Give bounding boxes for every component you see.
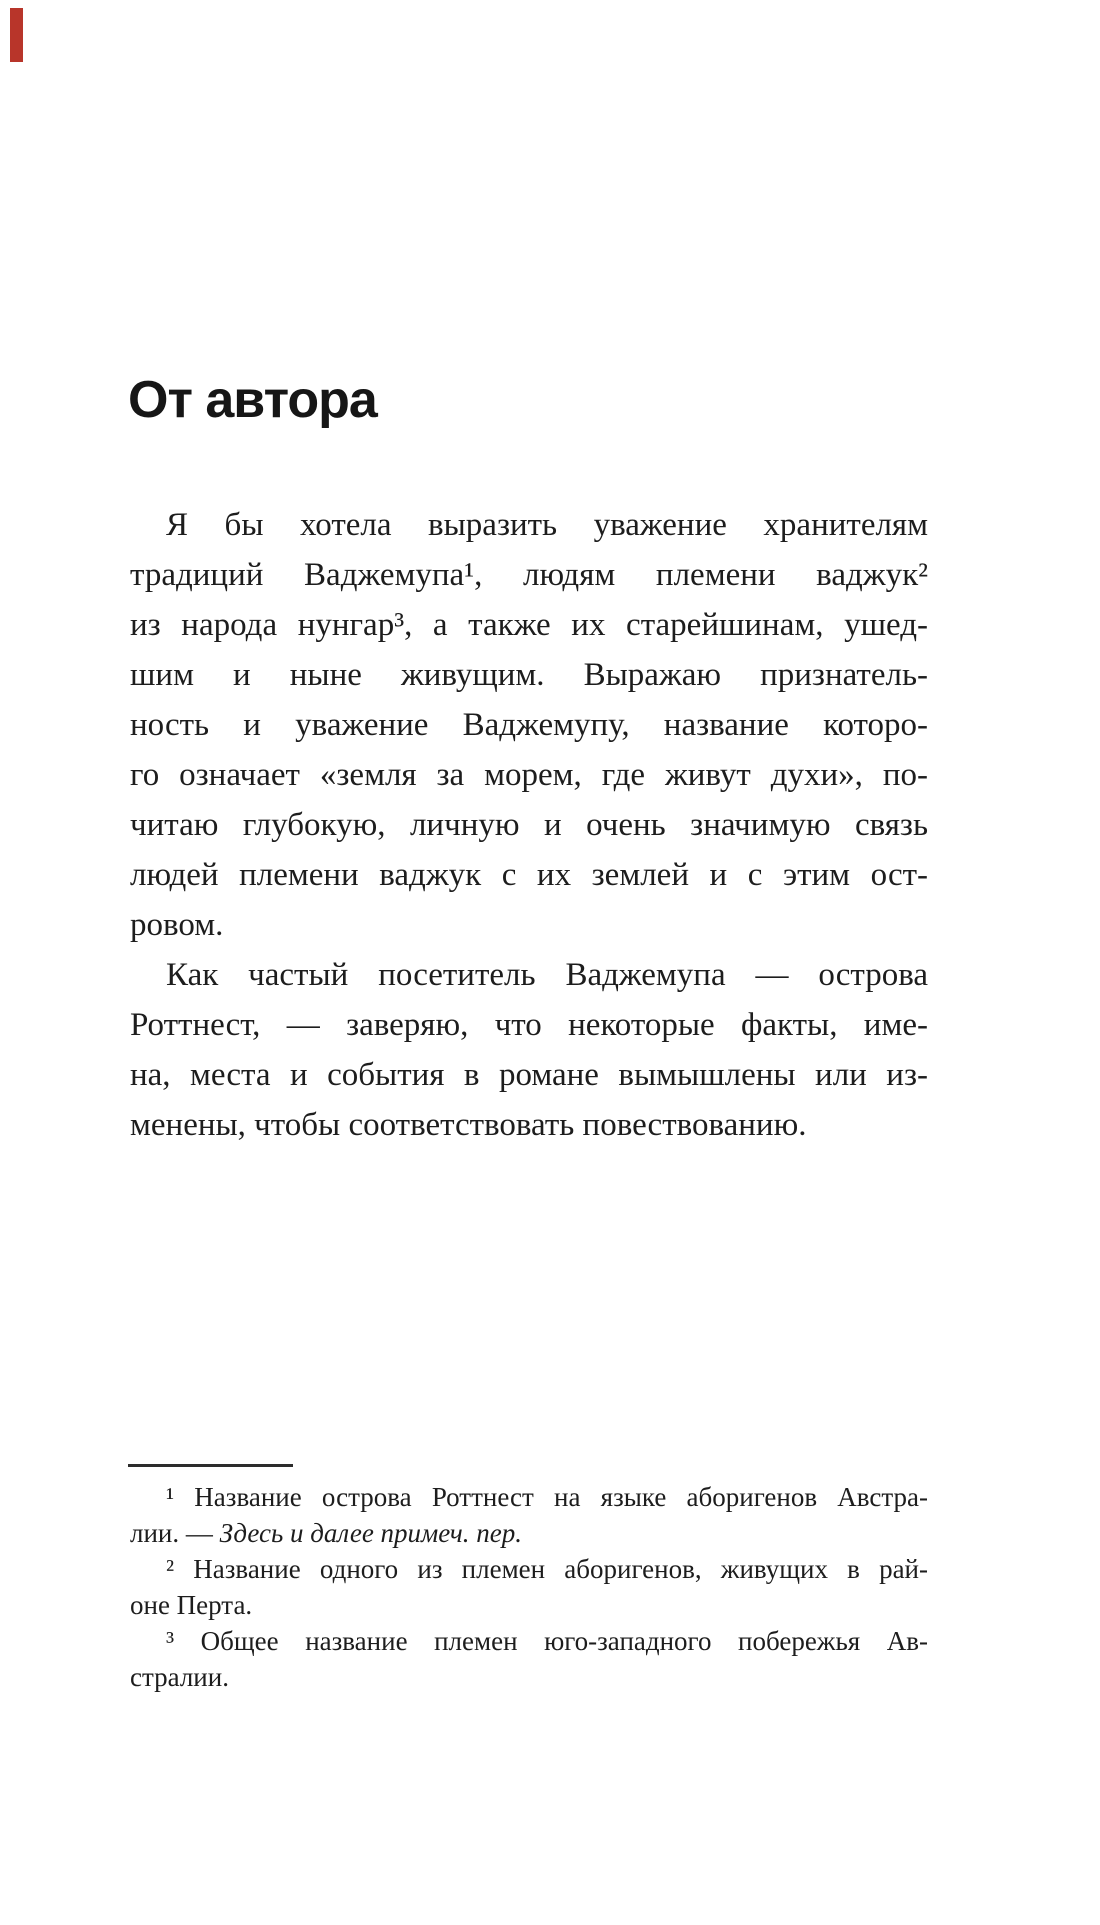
- body-line: менены, чтобы соответствовать повествованию.: [130, 1107, 807, 1143]
- footnotes: [130, 1479, 928, 1695]
- body-line: ность и уважение Ваджемупу, название которо-: [130, 707, 928, 743]
- body-line: из народа нунгар³, а также их старейшинам, ушед-: [130, 607, 928, 643]
- body-line: людей племени ваджук с их землей и с этим ост-: [130, 857, 928, 893]
- page-title: От автора: [128, 371, 377, 429]
- body-line: читаю глубокую, личную и очень значимую связь: [130, 807, 928, 843]
- body-line: шим и ныне живущим. Выражаю признатель-: [130, 657, 928, 693]
- footnote-line: [130, 1515, 928, 1551]
- red-bookmark-marker: [10, 8, 23, 62]
- footnote-separator: [128, 1464, 293, 1467]
- footnote-text: лии. —: [130, 1518, 220, 1548]
- body-line: на, места и события в романе вымышлены или из-: [130, 1057, 928, 1093]
- body-line: Роттнест, — заверяю, что некоторые факты, име-: [130, 1007, 928, 1043]
- body-line: Я бы хотела выразить уважение хранителям: [166, 507, 928, 543]
- footnote-line: ¹ Название острова Роттнест на языке аборигенов Австра-: [166, 1482, 928, 1512]
- footnote-line: ³ Общее название племен юго-западного побережья Ав-: [166, 1626, 928, 1656]
- body-line: традиций Ваджемупа¹, людям племени ваджук²: [130, 557, 928, 593]
- footnote-line: стралии.: [130, 1662, 229, 1692]
- footnote-line: оне Перта.: [130, 1590, 253, 1620]
- body-line: го означает «земля за морем, где живут духи», по-: [130, 757, 928, 793]
- body-line: Как частый посетитель Ваджемупа — острова: [166, 957, 928, 993]
- translator-note: Здесь и далее примеч. пер.: [219, 1518, 523, 1548]
- footnote-line: ² Название одного из племен аборигенов, живущих в рай-: [166, 1554, 928, 1584]
- body-line: ровом.: [130, 907, 224, 943]
- body-text: [130, 500, 928, 1150]
